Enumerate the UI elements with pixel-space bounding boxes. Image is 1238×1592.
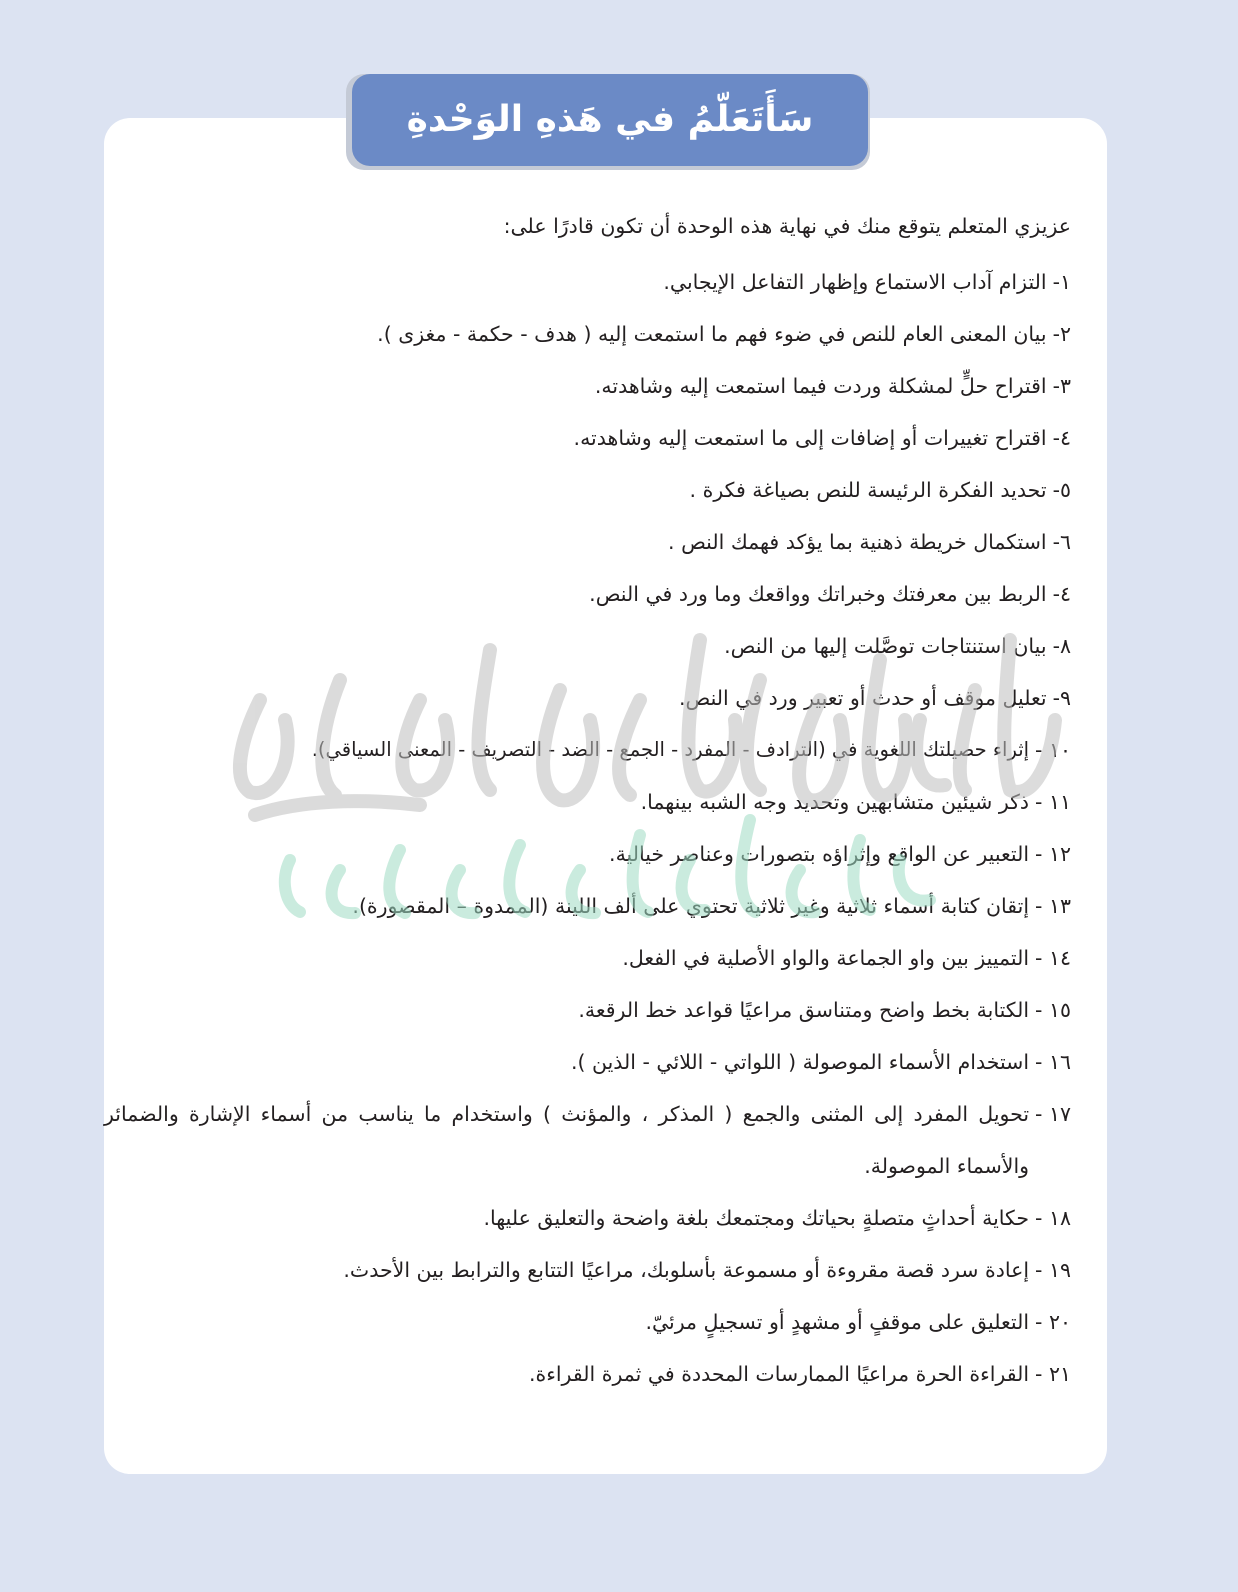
item-number: ٥- bbox=[1052, 478, 1071, 502]
list-item bbox=[104, 1088, 1071, 1192]
item-text: تعليل موقف أو حدث أو تعبير ورد في النص. bbox=[678, 686, 1047, 710]
list-item bbox=[104, 620, 1071, 672]
item-text: التعبير عن الواقع وإثراؤه بتصورات وعناصر خيالية. bbox=[609, 842, 1030, 866]
list-item bbox=[104, 1036, 1071, 1088]
list-item bbox=[104, 1192, 1071, 1244]
item-number: ٤- bbox=[1052, 582, 1071, 606]
item-number: ١- bbox=[1052, 270, 1071, 294]
item-text: التعليق على موقفٍ أو مشهدٍ أو تسجيلٍ مرئيّ. bbox=[645, 1310, 1030, 1334]
item-number: ٢١ - bbox=[1035, 1362, 1071, 1386]
list-item bbox=[104, 724, 1071, 776]
item-number: ١٥ - bbox=[1035, 998, 1071, 1022]
list-item bbox=[104, 776, 1071, 828]
list-item bbox=[104, 1244, 1071, 1296]
list-item bbox=[104, 1296, 1071, 1348]
item-number: ١٤ - bbox=[1035, 946, 1071, 970]
item-text: بيان استنتاجات توصَّلت إليها من النص. bbox=[724, 634, 1047, 658]
item-text: استخدام الأسماء الموصولة ( اللواتي - اللائي - الذين ). bbox=[570, 1050, 1030, 1074]
item-number: ٢٠ - bbox=[1035, 1310, 1071, 1334]
item-text: الربط بين معرفتك وخبراتك وواقعك وما ورد في النص. bbox=[589, 582, 1047, 606]
unit-title: سَأَتَعَلّمُ في هَذهِ الوَحْدةِ bbox=[352, 74, 868, 166]
item-text: القراءة الحرة مراعيًا الممارسات المحددة في ثمرة القراءة. bbox=[528, 1362, 1030, 1386]
list-item bbox=[104, 360, 1071, 412]
list-item bbox=[104, 828, 1071, 880]
item-text: اقتراح حلٍّ لمشكلة وردت فيما استمعت إليه وشاهدته. bbox=[594, 374, 1047, 398]
item-number: ١٣ - bbox=[1035, 894, 1071, 918]
list-item bbox=[104, 932, 1071, 984]
list-item bbox=[104, 412, 1071, 464]
list-item bbox=[104, 672, 1071, 724]
item-number: ١٢ - bbox=[1035, 842, 1071, 866]
list-item bbox=[104, 880, 1071, 932]
item-text: حكاية أحداثٍ متصلةٍ بحياتك ومجتمعك بلغة واضحة والتعليق عليها. bbox=[483, 1206, 1030, 1230]
item-number: ١٨ - bbox=[1035, 1206, 1071, 1230]
item-text: إتقان كتابة أسماء ثلاثية وغير ثلاثية تحتوي على ألف اللينة (الممدوة – المقصورة). bbox=[352, 894, 1030, 918]
item-text: تحويل المفرد إلى المثنى والجمع ( المذكر ، والمؤنث ) واستخدام ما يناسب من أسماء الإشارة والضمائر والأسماء الموصولة. bbox=[104, 1102, 1030, 1178]
item-text: اقتراح تغييرات أو إضافات إلى ما استمعت إليه وشاهدته. bbox=[573, 426, 1047, 450]
item-text: بيان المعنى العام للنص في ضوء فهم ما استمعت إليه ( هدف - حكمة - مغزى ). bbox=[377, 322, 1047, 346]
list-item bbox=[104, 308, 1071, 360]
item-number: ١٧ - bbox=[1035, 1102, 1071, 1126]
item-text: التزام آداب الاستماع وإظهار التفاعل الإيجابي. bbox=[663, 270, 1047, 294]
list-item bbox=[104, 464, 1071, 516]
item-number: ٨- bbox=[1052, 634, 1071, 658]
objectives-content bbox=[104, 204, 1071, 1400]
item-number: ١٠ - bbox=[1035, 738, 1071, 762]
item-number: ١٦ - bbox=[1035, 1050, 1071, 1074]
item-text: إعادة سرد قصة مقروءة أو مسموعة بأسلوبك، مراعيًا التتابع والترابط بين الأحدث. bbox=[343, 1258, 1030, 1282]
item-number: ٦- bbox=[1052, 530, 1071, 554]
item-number: ١٩ - bbox=[1035, 1258, 1071, 1282]
item-text: استكمال خريطة ذهنية بما يؤكد فهمك النص . bbox=[668, 530, 1047, 554]
list-item bbox=[104, 516, 1071, 568]
item-number: ٢- bbox=[1052, 322, 1071, 346]
list-item bbox=[104, 256, 1071, 308]
item-number: ٩- bbox=[1052, 686, 1071, 710]
item-number: ٤- bbox=[1052, 426, 1071, 450]
list-item bbox=[104, 984, 1071, 1036]
item-text: تحديد الفكرة الرئيسة للنص بصياغة فكرة . bbox=[689, 478, 1047, 502]
item-text: التمييز بين واو الجماعة والواو الأصلية في الفعل. bbox=[622, 946, 1030, 970]
item-text: إثراء حصيلتك اللغوية في (الترادف - المفرد - الجمع - الضد - التصريف - المعنى السياقي). bbox=[311, 738, 1030, 761]
item-number: ١١ - bbox=[1035, 790, 1071, 814]
objectives-list bbox=[104, 256, 1071, 1400]
item-text: الكتابة بخط واضح ومتناسق مراعيًا قواعد خط الرقعة. bbox=[578, 998, 1030, 1022]
item-text: ذكر شيئين متشابهين وتحديد وجه الشبه بينهما. bbox=[640, 790, 1030, 814]
list-item bbox=[104, 568, 1071, 620]
list-item bbox=[104, 1348, 1071, 1400]
item-number: ٣- bbox=[1052, 374, 1071, 398]
intro-text: عزيزي المتعلم يتوقع منك في نهاية هذه الوحدة أن تكون قادرًا على: bbox=[503, 214, 1071, 238]
